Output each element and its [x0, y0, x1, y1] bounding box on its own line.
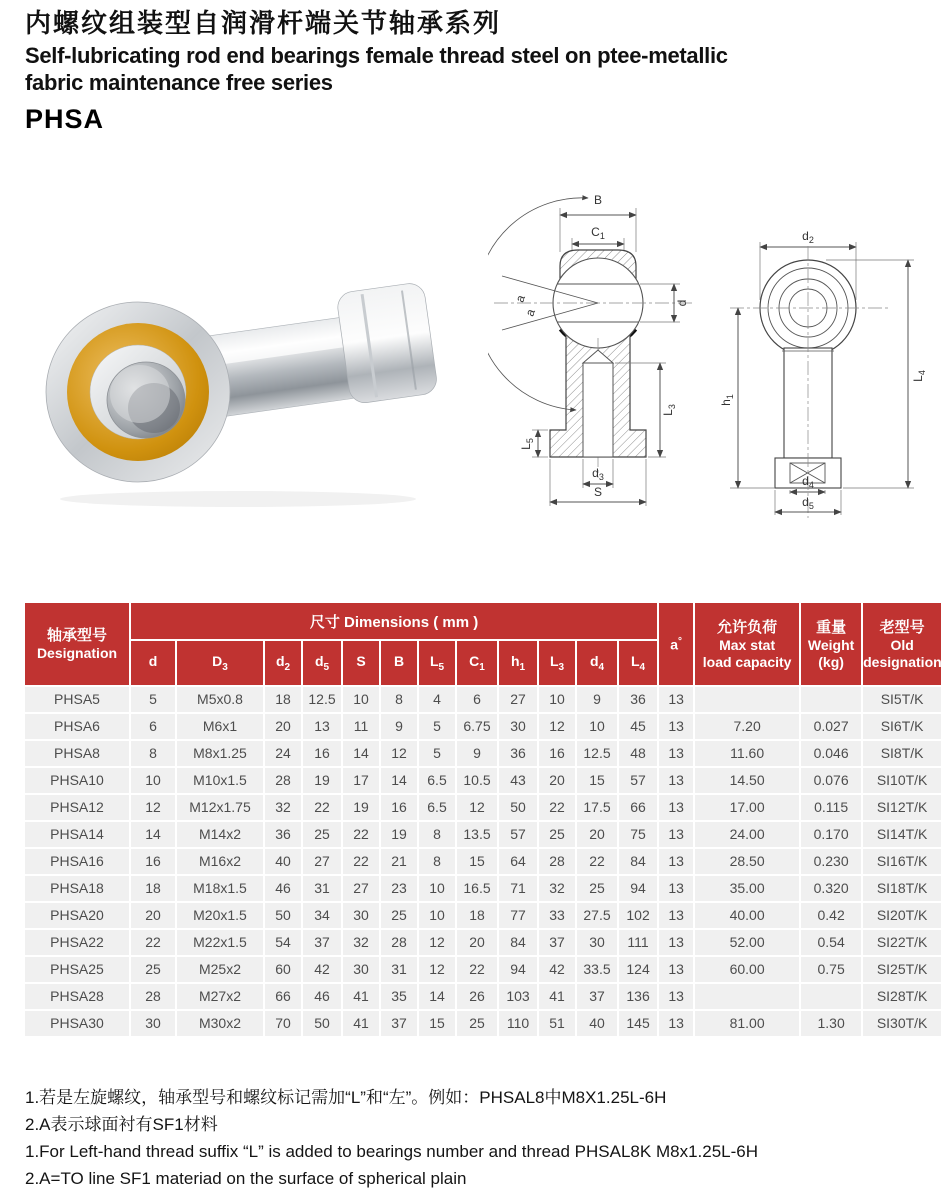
cell-value: 111 [618, 929, 658, 956]
cell-value: 25 [456, 1010, 498, 1037]
cell-value: 40 [576, 1010, 618, 1037]
cell-value: 0.027 [800, 713, 862, 740]
cell-value: 0.170 [800, 821, 862, 848]
cell-value: 14 [380, 767, 418, 794]
cell-value: 28.50 [694, 848, 800, 875]
cell-value: SI18T/K [862, 875, 942, 902]
cell-value: 6 [130, 713, 176, 740]
cell-value: 6 [456, 686, 498, 713]
cell-value: 16.5 [456, 875, 498, 902]
threaded-hole [583, 363, 613, 457]
dim-label-d: d [675, 299, 689, 307]
cell-value: 13 [658, 740, 694, 767]
cell-value: SI20T/K [862, 902, 942, 929]
cell-value: 28 [380, 929, 418, 956]
cell-designation: PHSA6 [24, 713, 130, 740]
cell-value: M6x1 [176, 713, 264, 740]
col-header-h1: $h_1$ [498, 640, 538, 686]
cell-value: 22 [130, 929, 176, 956]
cell-value: M12x1.75 [176, 794, 264, 821]
cell-value: 64 [498, 848, 538, 875]
cell-value: 31 [380, 956, 418, 983]
cell-value: 20 [130, 902, 176, 929]
cell-value: 8 [380, 686, 418, 713]
col-header-D3: $D_3$ [176, 640, 264, 686]
table-row [24, 875, 942, 902]
cell-value: 52.00 [694, 929, 800, 956]
cell-value [694, 983, 800, 1010]
cell-designation: PHSA14 [24, 821, 130, 848]
cell-value: 102 [618, 902, 658, 929]
series-model: PHSA [25, 104, 105, 134]
cell-value: 9 [456, 740, 498, 767]
cell-value: 94 [618, 875, 658, 902]
cell-value: 45 [618, 713, 658, 740]
cell-value [800, 686, 862, 713]
col-header-d4: $d_4$ [576, 640, 618, 686]
cell-value: 24 [264, 740, 302, 767]
cell-value: 35 [380, 983, 418, 1010]
col-header-old-designation: 老型号 Old designation [862, 602, 942, 686]
table-row [24, 956, 942, 983]
cell-value: SI28T/K [862, 983, 942, 1010]
cell-value: 10.5 [456, 767, 498, 794]
col-header-d2: $d_2$ [264, 640, 302, 686]
dim-label-a1: a [512, 293, 528, 305]
cell-value: M14x2 [176, 821, 264, 848]
cell-value: 10 [418, 902, 456, 929]
cell-value: 13.5 [456, 821, 498, 848]
cell-value: 9 [380, 713, 418, 740]
cell-value: SI6T/K [862, 713, 942, 740]
cell-value: SI30T/K [862, 1010, 942, 1037]
dim-label-L4: $L_4$ [911, 370, 927, 382]
cell-value: 11 [342, 713, 380, 740]
cell-value: 0.320 [800, 875, 862, 902]
bearing-head [46, 302, 230, 482]
cell-value: 4 [418, 686, 456, 713]
section-view-diagram [488, 188, 708, 533]
cell-value: M16x2 [176, 848, 264, 875]
cell-value: 25 [538, 821, 576, 848]
cell-value: 20 [456, 929, 498, 956]
cell-value: 24.00 [694, 821, 800, 848]
cell-value: 21 [380, 848, 418, 875]
col-header-load: 允许负荷 Max stat load capacity [694, 602, 800, 686]
cell-value: M30x2 [176, 1010, 264, 1037]
cell-value: 17.00 [694, 794, 800, 821]
col-header-L4: $L_4$ [618, 640, 658, 686]
cell-value: 14.50 [694, 767, 800, 794]
cell-value: SI10T/K [862, 767, 942, 794]
cell-value: 12.5 [576, 740, 618, 767]
cell-value: 110 [498, 1010, 538, 1037]
cell-value: SI14T/K [862, 821, 942, 848]
cell-value: 16 [302, 740, 342, 767]
cell-value: 14 [130, 821, 176, 848]
cell-value: 1.30 [800, 1010, 862, 1037]
cell-value: 13 [658, 767, 694, 794]
cell-value: 36 [498, 740, 538, 767]
cell-value: 5 [130, 686, 176, 713]
cell-value: 22 [456, 956, 498, 983]
table-row [24, 767, 942, 794]
cell-value: 25 [130, 956, 176, 983]
cell-value: 22 [576, 848, 618, 875]
cell-value: 27.5 [576, 902, 618, 929]
cell-value: 12 [456, 794, 498, 821]
cell-value: 33.5 [576, 956, 618, 983]
dim-label-a2: a [522, 307, 538, 319]
front-view-diagram [702, 188, 946, 533]
dim-label-B: B [593, 193, 603, 207]
cell-value: 13 [658, 956, 694, 983]
cell-designation: PHSA30 [24, 1010, 130, 1037]
cell-value: 48 [618, 740, 658, 767]
cell-value: 27 [302, 848, 342, 875]
cell-designation: PHSA12 [24, 794, 130, 821]
cell-value: 12.5 [302, 686, 342, 713]
cell-value: 8 [130, 740, 176, 767]
cell-designation: PHSA16 [24, 848, 130, 875]
cell-value: 66 [618, 794, 658, 821]
cell-value: 8 [418, 848, 456, 875]
col-header-d5: $d_5$ [302, 640, 342, 686]
cell-value: 16 [380, 794, 418, 821]
cell-value: 13 [658, 821, 694, 848]
cell-value: 11.60 [694, 740, 800, 767]
cell-value: 22 [342, 821, 380, 848]
cell-value: 50 [498, 794, 538, 821]
cell-value: 84 [618, 848, 658, 875]
cell-value: 13 [658, 686, 694, 713]
table-row [24, 929, 942, 956]
cell-value: 0.54 [800, 929, 862, 956]
subtitle-line-2: fabric maintenance free series [25, 70, 333, 95]
cell-value: 40.00 [694, 902, 800, 929]
dim-label-d3: $d_3$ [592, 466, 604, 482]
cell-value: 14 [342, 740, 380, 767]
cell-value: 15 [456, 848, 498, 875]
table-row [24, 794, 942, 821]
cell-value: 14 [418, 983, 456, 1010]
cell-value: 19 [342, 794, 380, 821]
cell-value: 50 [264, 902, 302, 929]
cell-value: 145 [618, 1010, 658, 1037]
cell-value: 84 [498, 929, 538, 956]
cell-value: 18 [456, 902, 498, 929]
cell-value: 6.75 [456, 713, 498, 740]
cell-value: 17 [342, 767, 380, 794]
cell-value: M20x1.5 [176, 902, 264, 929]
cell-value: 136 [618, 983, 658, 1010]
col-header-dimensions-group: 尺寸 Dimensions ( mm ) [130, 602, 658, 640]
cell-value: 51 [538, 1010, 576, 1037]
page-title: 内螺纹组装型自润滑杆端关节轴承系列 [25, 8, 502, 38]
cell-value: 16 [130, 848, 176, 875]
cell-value: 27 [498, 686, 538, 713]
cell-value: 9 [576, 686, 618, 713]
cell-value: 15 [576, 767, 618, 794]
cell-value: 19 [380, 821, 418, 848]
cell-value: 10 [538, 686, 576, 713]
cell-value: 20 [264, 713, 302, 740]
cell-value: 37 [302, 929, 342, 956]
cell-value: 30 [576, 929, 618, 956]
cell-value [694, 686, 800, 713]
dim-label-S: S [593, 485, 603, 499]
cell-value: M10x1.5 [176, 767, 264, 794]
cell-value: 37 [576, 983, 618, 1010]
cell-value: 37 [538, 929, 576, 956]
cell-value: 46 [302, 983, 342, 1010]
cell-value: 28 [130, 983, 176, 1010]
note-zh-1: 1.若是左旋螺纹，轴承型号和螺纹标记需加“L”和“左”。例如：PHSAL8中M8X1.25L-6H [25, 1088, 667, 1107]
cell-value: 12 [538, 713, 576, 740]
note-zh-2: 2.A表示球面衬有SF1材料 [25, 1115, 218, 1134]
cell-value: 6.5 [418, 767, 456, 794]
cell-value: 32 [538, 875, 576, 902]
cell-value: 81.00 [694, 1010, 800, 1037]
cell-value: 12 [380, 740, 418, 767]
table-row [24, 1010, 942, 1037]
table-row [24, 848, 942, 875]
cell-value: 13 [302, 713, 342, 740]
cell-value: 12 [418, 929, 456, 956]
cell-value: M25x2 [176, 956, 264, 983]
cell-value: 34 [302, 902, 342, 929]
cell-value: 57 [498, 821, 538, 848]
cell-value: 0.046 [800, 740, 862, 767]
cell-value: 124 [618, 956, 658, 983]
cell-value: 50 [302, 1010, 342, 1037]
cell-value: 22 [342, 848, 380, 875]
cell-designation: PHSA5 [24, 686, 130, 713]
cell-value: 41 [342, 983, 380, 1010]
cell-value: 40 [264, 848, 302, 875]
table-row [24, 713, 942, 740]
cell-value: 13 [658, 902, 694, 929]
cell-value: 17.5 [576, 794, 618, 821]
cell-value: 28 [538, 848, 576, 875]
col-header-angle: a° [658, 602, 694, 686]
cell-value: 54 [264, 929, 302, 956]
cell-value: SI25T/K [862, 956, 942, 983]
cell-value: 13 [658, 848, 694, 875]
cell-designation: PHSA20 [24, 902, 130, 929]
cell-value: 8 [418, 821, 456, 848]
dim-label-L3: $L_3$ [661, 404, 677, 416]
col-header-C1: $C_1$ [456, 640, 498, 686]
cell-value: M5x0.8 [176, 686, 264, 713]
cell-value: 36 [264, 821, 302, 848]
cell-value: 66 [264, 983, 302, 1010]
designation-en: Designation [36, 645, 118, 661]
cell-value: 75 [618, 821, 658, 848]
cell-designation: PHSA18 [24, 875, 130, 902]
cell-value: 25 [380, 902, 418, 929]
cell-designation: PHSA25 [24, 956, 130, 983]
cell-value: 35.00 [694, 875, 800, 902]
cell-value: 12 [418, 956, 456, 983]
cell-value: 43 [498, 767, 538, 794]
dim-label-C1: $C_1$ [591, 225, 605, 241]
dim-label-L5: $L_5$ [519, 438, 535, 450]
cell-value: 32 [264, 794, 302, 821]
cell-value: 94 [498, 956, 538, 983]
cell-value: 22 [538, 794, 576, 821]
page-subtitle [25, 42, 925, 96]
cell-value: M8x1.25 [176, 740, 264, 767]
cell-value: 13 [658, 1010, 694, 1037]
cell-value: M22x1.5 [176, 929, 264, 956]
cell-value: 6.5 [418, 794, 456, 821]
cell-value: 103 [498, 983, 538, 1010]
cell-value: 12 [130, 794, 176, 821]
table-body [24, 686, 942, 1037]
cell-value: 27 [342, 875, 380, 902]
page-header [25, 6, 925, 135]
cell-value: 15 [418, 1010, 456, 1037]
cell-value: 46 [264, 875, 302, 902]
col-header-L5: $L_5$ [418, 640, 456, 686]
cell-value: 57 [618, 767, 658, 794]
cell-value: 28 [264, 767, 302, 794]
cell-value: 10 [130, 767, 176, 794]
cell-value: 0.230 [800, 848, 862, 875]
cell-value: 19 [302, 767, 342, 794]
cell-value [800, 983, 862, 1010]
cell-designation: PHSA28 [24, 983, 130, 1010]
cell-value: 13 [658, 713, 694, 740]
col-header-designation [24, 602, 130, 686]
note-en-1: 1.For Left-hand thread suffix “L” is added to bearings number and thread PHSAL8K M8x1.25L-6H [25, 1142, 759, 1161]
cell-value: 60.00 [694, 956, 800, 983]
cell-value: SI22T/K [862, 929, 942, 956]
cell-value: 77 [498, 902, 538, 929]
photo-shadow [60, 491, 416, 507]
cell-value: 20 [576, 821, 618, 848]
cell-value: 25 [302, 821, 342, 848]
col-header-B: B [380, 640, 418, 686]
cell-value: 41 [342, 1010, 380, 1037]
hex-end [336, 282, 439, 405]
cell-value: 37 [380, 1010, 418, 1037]
cell-value: SI8T/K [862, 740, 942, 767]
cell-value: 22 [302, 794, 342, 821]
dim-label-d4: $d_4$ [802, 474, 814, 490]
cell-value: 30 [342, 902, 380, 929]
cell-designation: PHSA22 [24, 929, 130, 956]
cell-value: 32 [342, 929, 380, 956]
cell-value: 71 [498, 875, 538, 902]
footnotes [25, 1084, 925, 1192]
cell-value: 10 [418, 875, 456, 902]
cell-value: 42 [538, 956, 576, 983]
table-row [24, 821, 942, 848]
cell-designation: PHSA8 [24, 740, 130, 767]
cell-value: 10 [576, 713, 618, 740]
col-header-S: S [342, 640, 380, 686]
cell-value: M18x1.5 [176, 875, 264, 902]
cell-designation: PHSA10 [24, 767, 130, 794]
cell-value: 10 [342, 686, 380, 713]
table-row [24, 686, 942, 713]
cell-value: 16 [538, 740, 576, 767]
cell-value: 36 [618, 686, 658, 713]
cell-value: 0.076 [800, 767, 862, 794]
table-row [24, 740, 942, 767]
cell-value: SI5T/K [862, 686, 942, 713]
cell-value: 5 [418, 740, 456, 767]
designation-zh: 轴承型号 [46, 627, 107, 644]
cell-value: 26 [456, 983, 498, 1010]
col-header-L3: $L_3$ [538, 640, 576, 686]
product-photo [28, 272, 440, 510]
col-header-weight: 重量 Weight (kg) [800, 602, 862, 686]
cell-value: 30 [130, 1010, 176, 1037]
cell-value: 13 [658, 983, 694, 1010]
dim-label-d2: $d_2$ [802, 229, 814, 245]
cell-value: 20 [538, 767, 576, 794]
cell-value: 30 [498, 713, 538, 740]
cell-value: 70 [264, 1010, 302, 1037]
cell-value: 13 [658, 794, 694, 821]
cell-value: 25 [576, 875, 618, 902]
cell-value: 0.115 [800, 794, 862, 821]
cell-value: 23 [380, 875, 418, 902]
cell-value: 13 [658, 929, 694, 956]
cell-value: 18 [264, 686, 302, 713]
table-row [24, 983, 942, 1010]
cell-value: SI16T/K [862, 848, 942, 875]
table-row [24, 902, 942, 929]
cell-value: 13 [658, 875, 694, 902]
cell-value: 42 [302, 956, 342, 983]
cell-value: SI12T/K [862, 794, 942, 821]
cell-value: 7.20 [694, 713, 800, 740]
subtitle-line-1: Self-lubricating rod end bearings female thread steel on ptee-metallic [25, 43, 728, 68]
cell-value: 18 [130, 875, 176, 902]
cell-value: 41 [538, 983, 576, 1010]
dimensions-table-wrap [23, 601, 942, 1038]
note-en-2: 2.A=TO line SF1 materiad on the surface of spherical plain [25, 1169, 467, 1188]
cell-value: 33 [538, 902, 576, 929]
col-header-d: d [130, 640, 176, 686]
dim-label-d5: $d_5$ [802, 495, 814, 511]
cell-value: 30 [342, 956, 380, 983]
cell-value: 60 [264, 956, 302, 983]
cell-value: M27x2 [176, 983, 264, 1010]
cell-value: 0.75 [800, 956, 862, 983]
cell-value: 5 [418, 713, 456, 740]
dim-label-h1: $h_1$ [719, 394, 735, 406]
dimensions-table [23, 601, 943, 1038]
cell-value: 0.42 [800, 902, 862, 929]
cell-value: 31 [302, 875, 342, 902]
